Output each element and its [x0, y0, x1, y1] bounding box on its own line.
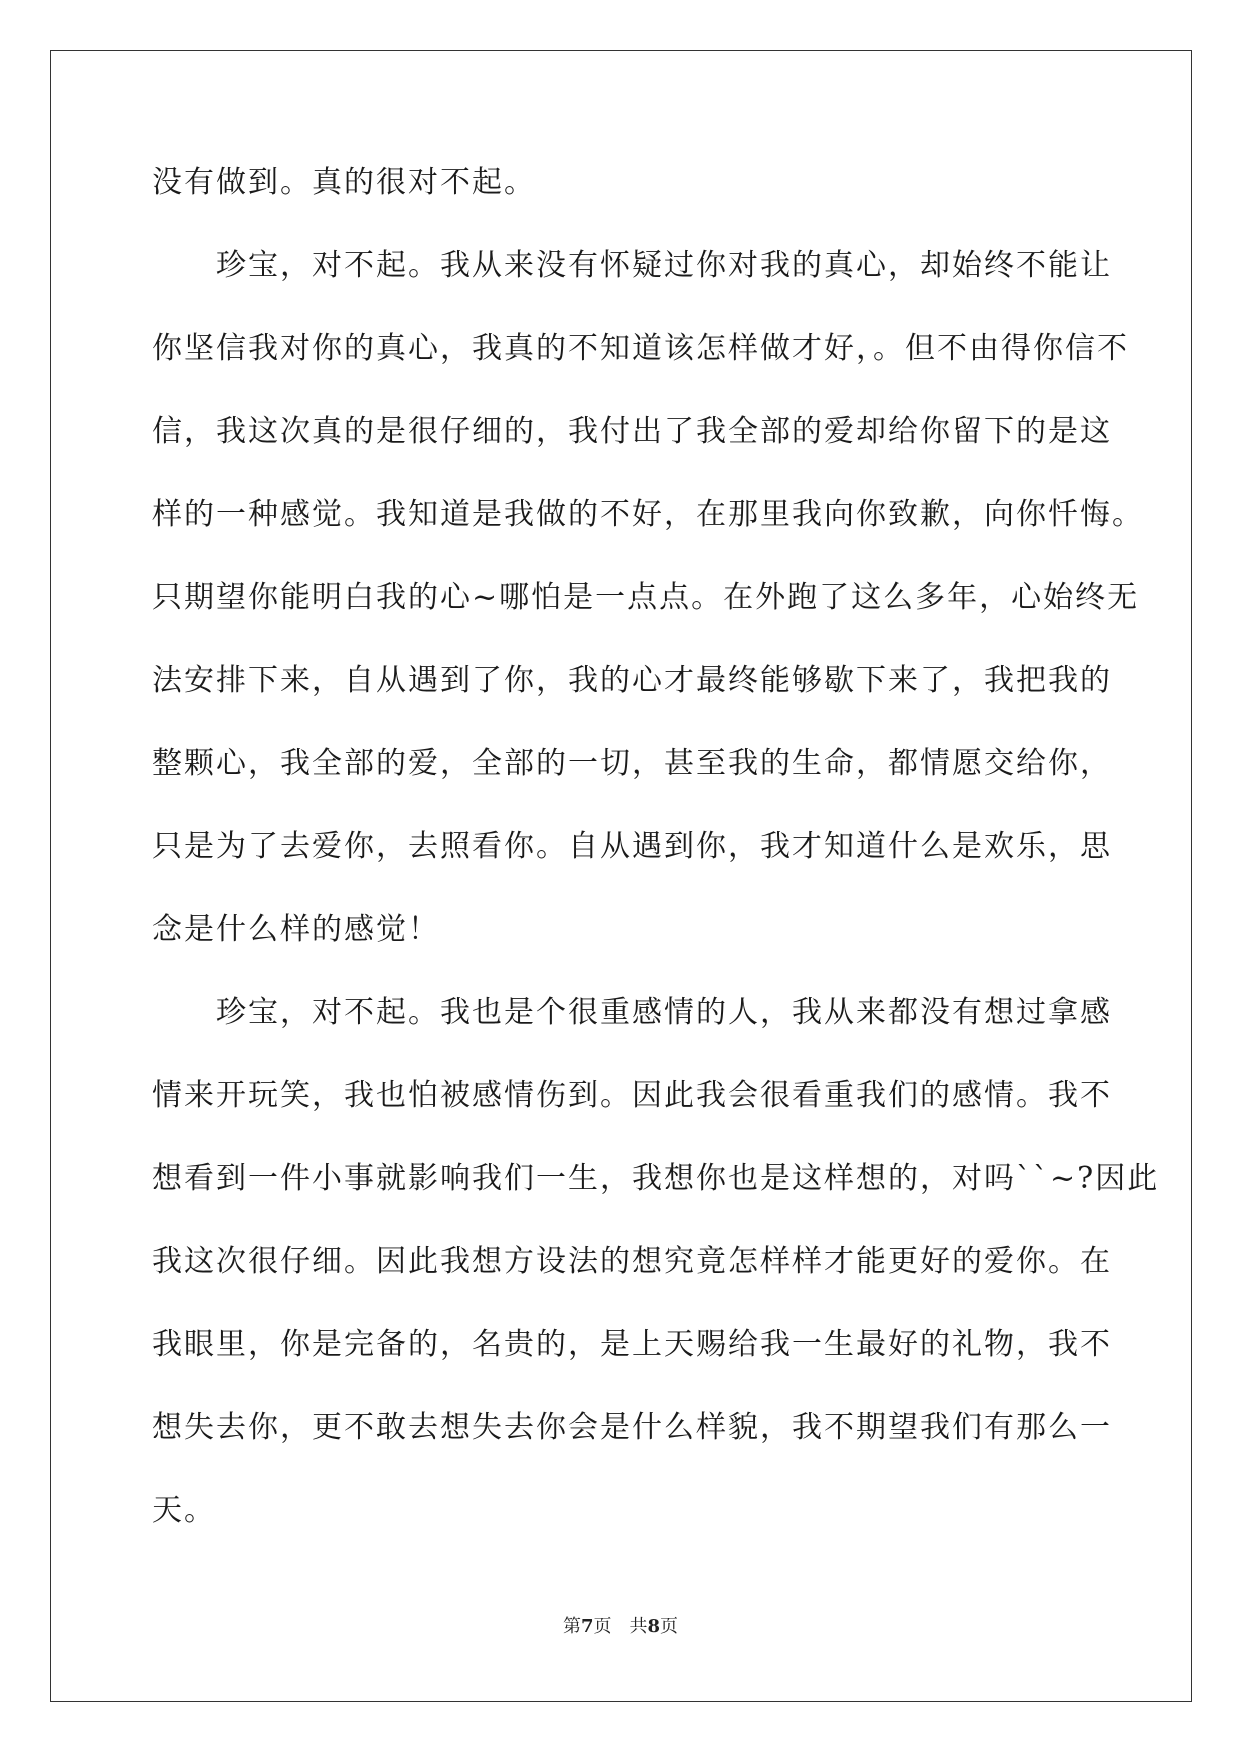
text-line: 珍宝，对不起。我也是个很重感情的人，我从来都没有想过拿感 [216, 995, 1112, 1030]
text-line: 你坚信我对你的真心，我真的不知道该怎样做才好，。但不由得你信不 [152, 331, 1129, 366]
text-line: 念是什么样的感觉！ [152, 912, 440, 947]
page-suffix: 页 [593, 1616, 612, 1637]
text-line: 我这次很仔细。因此我想方设法的想究竟怎样样才能更好的爱你。在 [152, 1244, 1112, 1279]
total-suffix: 页 [660, 1616, 679, 1637]
text-line: 只是为了去爱你，去照看你。自从遇到你，我才知道什么是欢乐，思 [152, 829, 1112, 864]
text-line: 珍宝，对不起。我从来没有怀疑过你对我的真心，却始终不能让 [216, 248, 1112, 283]
page-prefix: 第 [562, 1616, 581, 1637]
total-prefix: 共 [629, 1616, 648, 1637]
text-line: 情来开玩笑，我也怕被感情伤到。因此我会很看重我们的感情。我不 [152, 1078, 1112, 1113]
text-line: 只期望你能明白我的心~哪怕是一点点。在外跑了这么多年，心始终无 [152, 580, 1140, 615]
text-line: 我眼里，你是完备的，名贵的，是上天赐给我一生最好的礼物，我不 [152, 1327, 1112, 1362]
page-current: 7 [580, 1616, 594, 1637]
page-footer [0, 1612, 1241, 1638]
page-total: 8 [647, 1616, 661, 1637]
text-line: 法安排下来，自从遇到了你，我的心才最终能够歇下来了，我把我的 [152, 663, 1112, 698]
document-body [152, 160, 1160, 1571]
text-line: 信，我这次真的是很仔细的，我付出了我全部的爱却给你留下的是这 [152, 414, 1112, 449]
text-line: 样的一种感觉。我知道是我做的不好，在那里我向你致歉，向你忏悔。 [152, 497, 1144, 532]
text-line: 没有做到。真的很对不起。 [152, 165, 536, 200]
text-line: 想看到一件小事就影响我们一生，我想你也是这样想的，对吗``~?因此 [152, 1161, 1160, 1196]
text-line: 天。 [152, 1493, 216, 1528]
text-line: 想失去你，更不敢去想失去你会是什么样貌，我不期望我们有那么一 [152, 1410, 1112, 1445]
text-line: 整颗心，我全部的爱，全部的一切，甚至我的生命，都情愿交给你， [152, 746, 1112, 781]
